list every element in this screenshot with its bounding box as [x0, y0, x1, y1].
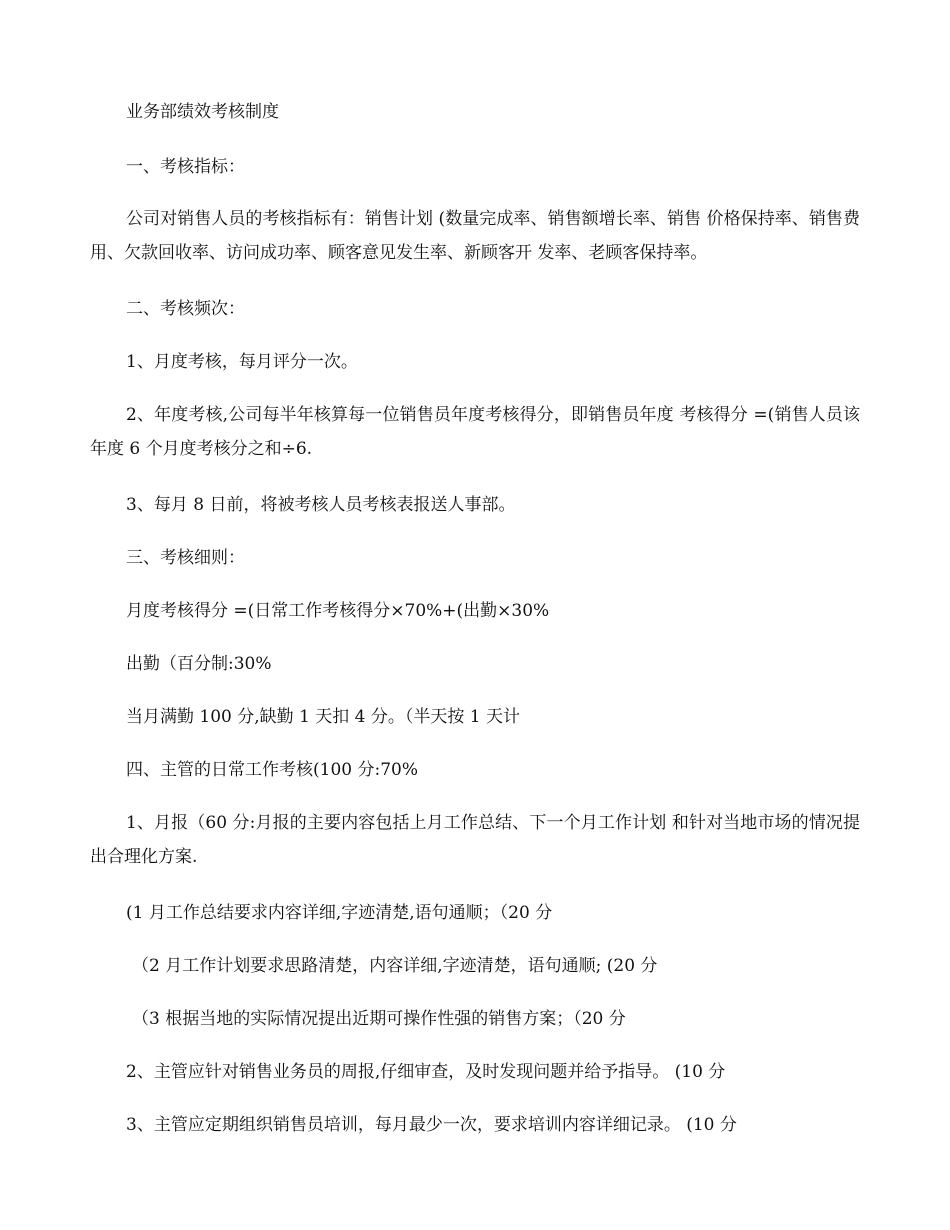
paragraph-item-1: (1 月工作总结要求内容详细,字迹清楚,语句通顺；（20 分 [126, 903, 553, 923]
paragraph-deadline: 3、每月 8 日前，将被考核人员考核表报送人事部。 [126, 495, 516, 515]
paragraph-monthly: 1、月度考核，每月评分一次。 [126, 352, 358, 372]
paragraph-training: 3、主管应定期组织销售员培训，每月最少一次，要求培训内容详细记录。 (10 分 [126, 1115, 737, 1135]
paragraph-attendance-rule: 当月满勤 100 分,缺勤 1 天扣 4 分。（半天按 1 天计 [126, 707, 521, 727]
section-heading-4: 四、主管的日常工作考核(100 分:70% [126, 760, 418, 780]
paragraph-attendance: 出勤（百分制:30% [126, 654, 272, 674]
paragraph-weekly-review: 2、主管应针对销售业务员的周报,仔细审查，及时发现问题并给予指导。 (10 分 [126, 1062, 726, 1082]
document-title: 业务部绩效考核制度 [126, 102, 279, 122]
paragraph-indicators: 公司对销售人员的考核指标有：销售计划 (数量完成率、销售额增长率、销售 价格保持率、销售费用、欠款回收率、访问成功率、顾客意见发生率、新顾客开 发率、老顾客保持率。 [90, 209, 860, 263]
paragraph-yearly: 2、年度考核,公司每半年核算每一位销售员年度考核得分，即销售员年度 考核得分 =(销售人员该年度 6 个月度考核分之和÷6. [90, 405, 860, 459]
paragraph-item-3: （3 根据当地的实际情况提出近期可操作性强的销售方案；（20 分 [132, 1009, 626, 1029]
section-heading-3: 三、考核细则： [126, 548, 245, 568]
paragraph-formula: 月度考核得分 =(日常工作考核得分×70%+(出勤×30% [126, 601, 550, 621]
section-heading-2: 二、考核频次： [126, 299, 245, 319]
paragraph-monthly-report: 1、月报（60 分:月报的主要内容包括上月工作总结、下一个月工作计划 和针对当地市场的情况提出合理化方案. [90, 813, 860, 867]
section-heading-1: 一、考核指标： [126, 157, 245, 177]
paragraph-item-2: （2 月工作计划要求思路清楚，内容详细,字迹清楚，语句通顺; (20 分 [132, 956, 658, 976]
